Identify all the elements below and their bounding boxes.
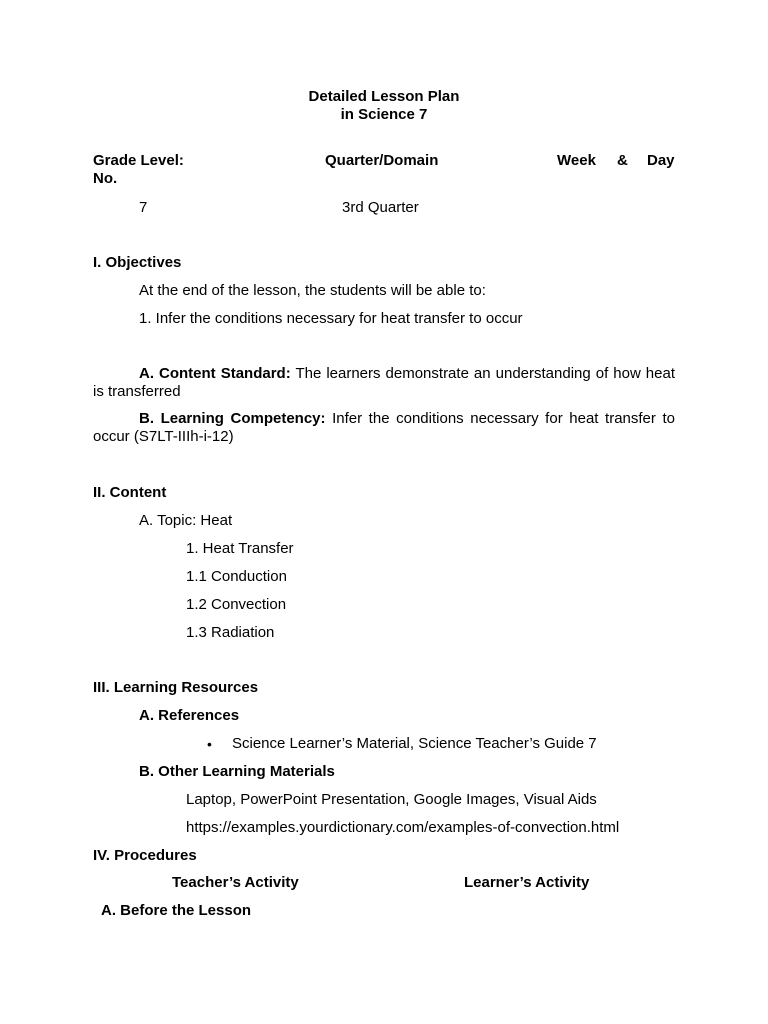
other-materials-label: B. Other Learning Materials <box>139 763 335 780</box>
grade-level-label: Grade Level: <box>93 152 184 169</box>
references-item: Science Learner’s Material, Science Teacher’s Guide 7 <box>232 735 597 752</box>
bullet-icon: • <box>207 736 212 752</box>
day-label: Day <box>647 152 675 169</box>
references-label: A. References <box>139 707 240 724</box>
procedures-heading: IV. Procedures <box>93 847 197 864</box>
learning-competency-text: Infer the conditions necessary for heat transfer to occur (S7LT-IIIh-i-12) <box>93 410 675 445</box>
objectives-intro: At the end of the lesson, the students will be able to: <box>139 282 486 299</box>
week-label: Week <box>557 152 596 169</box>
learning-competency-label: B. Learning Competency: <box>139 410 326 427</box>
other-materials-link[interactable]: https://examples.yourdictionary.com/examples-of-convection.html <box>186 819 620 836</box>
resources-heading: III. Learning Resources <box>93 679 259 696</box>
objectives-heading: I. Objectives <box>93 254 182 271</box>
no-label: No. <box>93 170 118 187</box>
document-subtitle: in Science 7 <box>340 106 428 123</box>
content-standard-label: A. Content Standard: <box>139 365 291 382</box>
grade-value: 7 <box>139 199 148 216</box>
content-subtopic-1: 1. Heat Transfer <box>186 540 294 557</box>
learning-competency-paragraph <box>93 410 675 446</box>
content-subtopic-2: 1.1 Conduction <box>186 568 287 585</box>
quarter-domain-label: Quarter/Domain <box>325 152 439 169</box>
content-standard-text: The learners demonstrate an understanding of how heat is transferred <box>93 365 675 400</box>
teacher-activity-column: Teacher’s Activity <box>172 874 299 891</box>
document-title: Detailed Lesson Plan <box>308 88 460 105</box>
objective-item-1: 1. Infer the conditions necessary for heat transfer to occur <box>139 310 523 327</box>
week-amp-label: & <box>617 152 628 169</box>
learner-activity-column: Learner’s Activity <box>464 874 590 891</box>
other-materials-item-1: Laptop, PowerPoint Presentation, Google Images, Visual Aids <box>186 791 597 808</box>
content-subtopic-4: 1.3 Radiation <box>186 624 275 641</box>
content-topic: A. Topic: Heat <box>139 512 233 529</box>
content-subtopic-3: 1.2 Convection <box>186 596 287 613</box>
content-standard-paragraph <box>93 365 675 401</box>
before-lesson-heading: A. Before the Lesson <box>101 902 252 919</box>
quarter-value: 3rd Quarter <box>342 199 419 216</box>
content-heading: II. Content <box>93 484 167 501</box>
